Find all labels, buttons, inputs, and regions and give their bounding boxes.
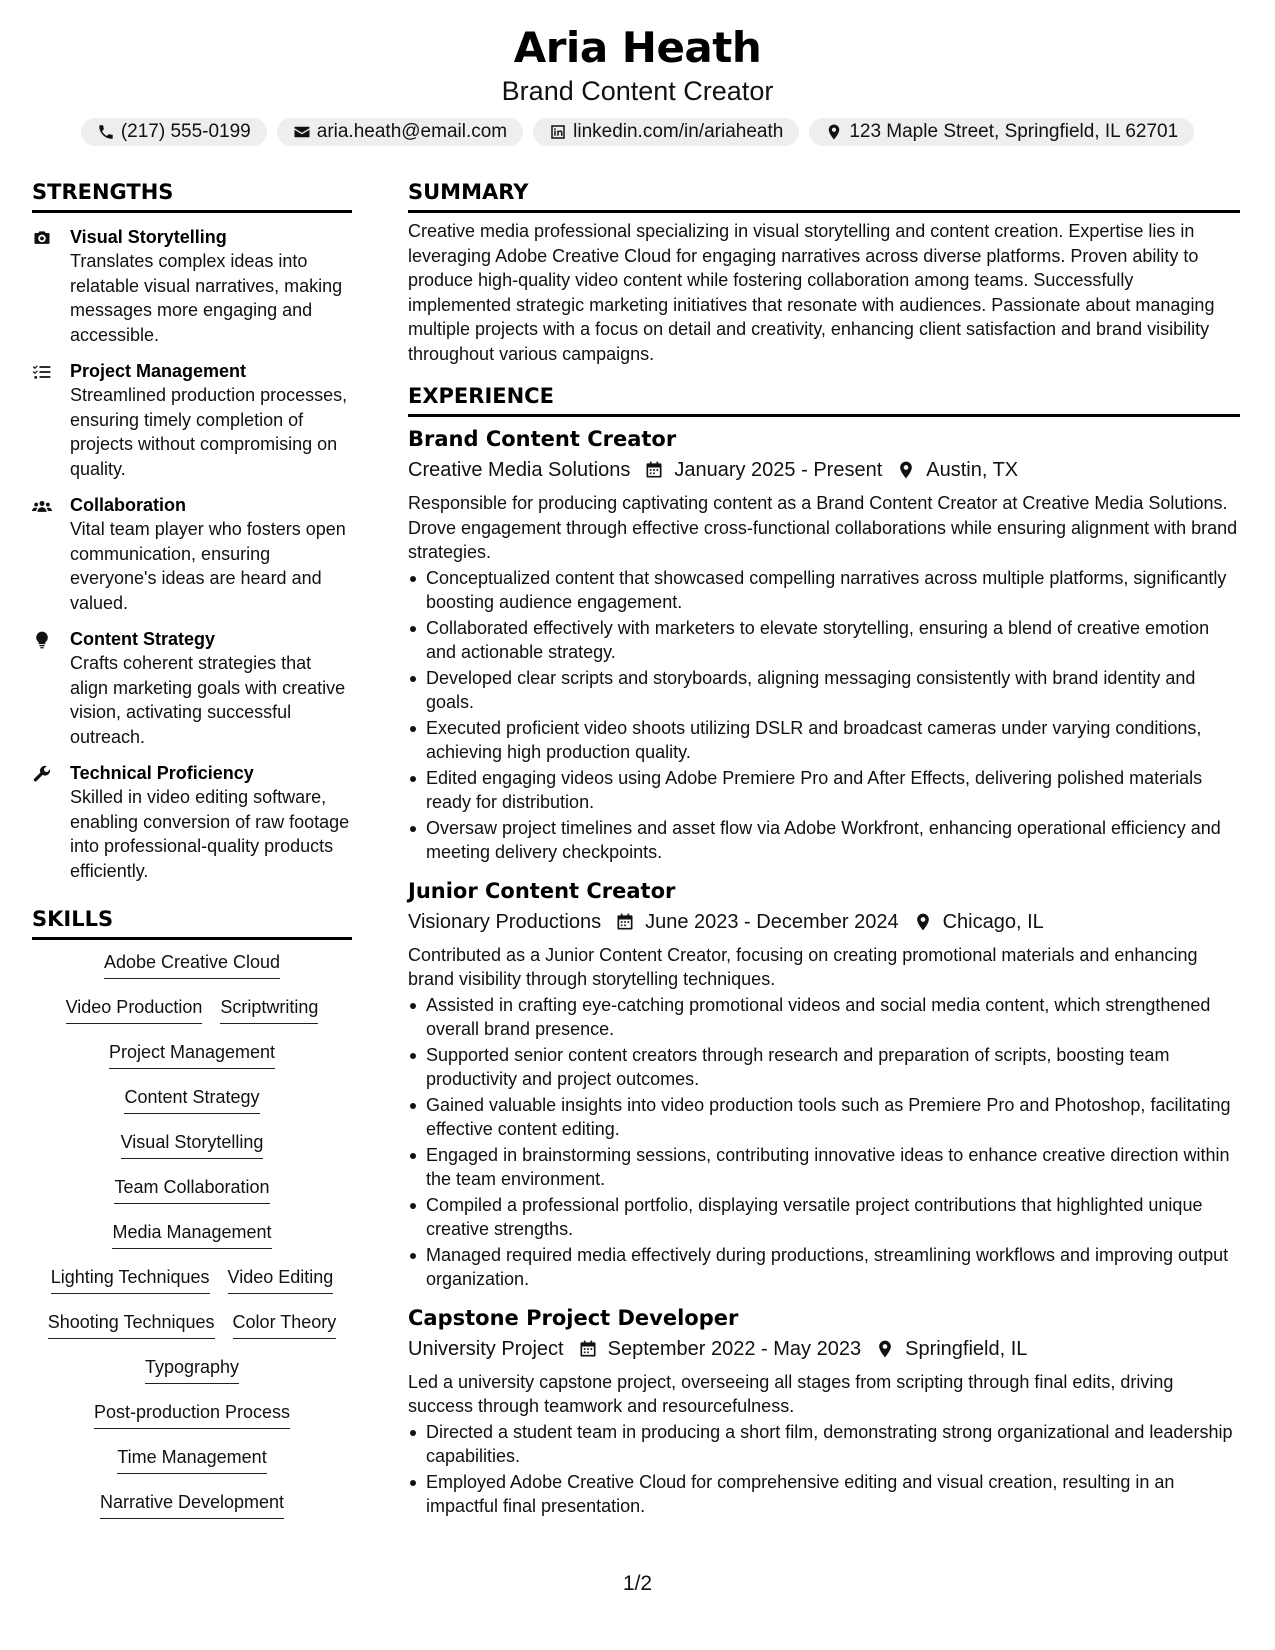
strength-desc: Crafts coherent strategies that align marketing goals with creative vision, activating successful outreach. (70, 653, 346, 747)
skill-tag: Team Collaboration (114, 1175, 269, 1204)
skill-tag: Post-production Process (94, 1400, 290, 1429)
skills-heading: SKILLS (32, 905, 352, 940)
strength-desc: Vital team player who fosters open communication, ensuring everyone's ideas are heard and valued. (70, 519, 346, 613)
contact-email[interactable] (277, 118, 523, 146)
strength-item (32, 225, 352, 347)
experience-section (408, 382, 1240, 1519)
wrench-icon (32, 764, 52, 784)
calendar-icon (615, 912, 635, 932)
job-title: Capstone Project Developer (408, 1305, 739, 1330)
job-bullets (408, 1420, 1240, 1519)
strength-desc: Translates complex ideas into relatable visual narratives, making messages more engaging and accessible. (70, 251, 343, 345)
calendar-icon (644, 460, 664, 480)
job-location: Springfield, IL (905, 1337, 1028, 1360)
job-entry (408, 877, 1240, 1292)
strength-name: Project Management (70, 361, 247, 381)
job-bullet: Managed required media effectively during productions, streamlining workflows and improving output organization. (408, 1243, 1240, 1292)
job-bullet: Conceptualized content that showcased compelling narratives across multiple platforms, significantly boosting audience engagement. (408, 566, 1240, 615)
skill-tag: Project Management (109, 1040, 275, 1069)
lightbulb-icon (32, 630, 52, 650)
job-bullet: Developed clear scripts and storyboards, aligning messaging consistently with brand identity and goals. (408, 666, 1240, 715)
strength-item (32, 761, 352, 883)
location-icon (825, 123, 843, 141)
job-bullet: Assisted in crafting eye-catching promotional videos and social media content, which strengthened overall brand presence. (408, 993, 1240, 1042)
job-bullets (408, 993, 1240, 1292)
job-bullet: Collaborated effectively with marketers to elevate storytelling, ensuring a blend of creative emotion and actionable strategy. (408, 616, 1240, 665)
email-icon (293, 123, 311, 141)
job-entry (408, 1304, 1240, 1519)
strength-desc: Skilled in video editing software, enabling conversion of raw footage into professional-quality products efficiently. (70, 787, 350, 881)
job-bullet: Edited engaging videos using Adobe Premiere Pro and After Effects, delivering polished materials ready for distribution. (408, 766, 1240, 815)
contact-linkedin[interactable] (533, 118, 799, 146)
job-bullet: Directed a student team in producing a short film, demonstrating strong organizational and leadership capabilities. (408, 1420, 1240, 1469)
skill-tag: Color Theory (233, 1310, 337, 1339)
strength-name: Collaboration (70, 495, 186, 515)
strength-name: Technical Proficiency (70, 763, 254, 783)
skill-tag: Typography (145, 1355, 239, 1384)
summary-text: Creative media professional specializing in visual storytelling and content creation. Expertise lies in leveraging Adobe Creative Cloud for engaging narratives across diverse platforms. Proven ability to produce high-quality video content while fostering collaboration among teams. Successfully implemented strategic marketing initiatives that resonate with audiences. Passionate about managing multiple projects with a focus on detail and creativity, enhancing client satisfaction and brand visibility throughout various campaigns. (408, 221, 1215, 364)
job-title: Junior Content Creator (408, 878, 676, 903)
strength-item (32, 627, 352, 749)
job-meta (408, 1334, 1240, 1364)
summary-heading: SUMMARY (408, 178, 1240, 213)
camera-icon (32, 228, 52, 248)
strength-name: Content Strategy (70, 629, 216, 649)
users-icon (32, 496, 52, 516)
job-description: Responsible for producing captivating content as a Brand Content Creator at Creative Media Solutions. Drove engagement through effective cross-functional collaborations while ensuring alignment with brand strategies. (408, 493, 1238, 562)
contact-address (809, 118, 1194, 146)
job-title: Brand Content Creator (408, 427, 677, 451)
job-dates: June 2023 - December 2024 (645, 910, 899, 933)
candidate-name: Aria Heath (513, 23, 762, 72)
job-location: Austin, TX (926, 459, 1019, 481)
page-number: 1/2 (622, 1572, 653, 1595)
skills-list (32, 950, 352, 1535)
job-entry (408, 425, 1240, 865)
left-column (32, 178, 352, 1535)
skill-tag: Video Editing (228, 1265, 334, 1294)
job-description: Contributed as a Junior Content Creator, focusing on creating promotional materials and enhancing brand visibility through storytelling techniques. (408, 944, 1198, 989)
job-bullets (408, 566, 1240, 865)
job-meta (408, 907, 1240, 937)
job-meta (408, 455, 1240, 485)
job-company: Creative Media Solutions (408, 459, 631, 481)
calendar-icon (578, 1339, 598, 1359)
phone-icon (97, 123, 115, 141)
job-bullet: Engaged in brainstorming sessions, contributing innovative ideas to enhance creative direction within the team environment. (408, 1143, 1240, 1192)
job-bullet: Executed proficient video shoots utilizing DSLR and broadcast cameras under varying conditions, achieving high production quality. (408, 716, 1240, 765)
skills-section (32, 905, 352, 1535)
skill-tag: Narrative Development (100, 1490, 284, 1519)
skill-tag: Time Management (117, 1445, 266, 1474)
strength-item (32, 359, 352, 481)
skill-tag: Shooting Techniques (48, 1310, 215, 1339)
skill-tag: Lighting Techniques (51, 1265, 210, 1294)
task-list-icon (32, 362, 52, 382)
job-company: University Project (408, 1337, 564, 1360)
job-description: Led a university capstone project, overseeing all stages from scripting through final edits, driving success through teamwork and resourcefulness. (408, 1371, 1174, 1416)
resume-header (0, 22, 1275, 146)
skill-tag: Content Strategy (124, 1085, 259, 1114)
job-bullet: Compiled a professional portfolio, displaying versatile project contributions that highlighted unique creative strengths. (408, 1193, 1240, 1242)
location-icon (875, 1339, 895, 1359)
skill-tag: Video Production (66, 995, 203, 1024)
experience-heading: EXPERIENCE (408, 382, 1240, 417)
linkedin-icon (549, 123, 567, 141)
skill-tag: Scriptwriting (220, 995, 318, 1024)
candidate-title: Brand Content Creator (501, 76, 774, 106)
strength-desc: Streamlined production processes, ensuring timely completion of projects without compromising on quality. (70, 385, 348, 479)
strengths-heading: STRENGTHS (32, 178, 352, 213)
contact-linkedin-text: linkedin.com/in/ariaheath (573, 121, 784, 142)
strength-item (32, 493, 352, 615)
contact-phone-text: (217) 555-0199 (120, 121, 251, 142)
strengths-section (32, 178, 352, 883)
job-dates: January 2025 - Present (674, 459, 883, 481)
contact-email-text: aria.heath@email.com (316, 121, 508, 142)
job-company: Visionary Productions (408, 910, 602, 933)
job-location: Chicago, IL (942, 910, 1044, 933)
skill-tag: Visual Storytelling (121, 1130, 264, 1159)
summary-section (408, 178, 1240, 366)
contact-phone[interactable] (81, 118, 267, 146)
job-dates: September 2022 - May 2023 (607, 1337, 862, 1360)
skill-tag: Adobe Creative Cloud (104, 950, 280, 979)
right-column (408, 178, 1240, 1520)
job-bullet: Employed Adobe Creative Cloud for comprehensive editing and visual creation, resulting in an impactful final presentation. (408, 1470, 1240, 1519)
job-bullet: Supported senior content creators through research and preparation of scripts, boosting team productivity and project outcomes. (408, 1043, 1240, 1092)
strength-name: Visual Storytelling (70, 227, 227, 247)
job-bullet: Gained valuable insights into video production tools such as Premiere Pro and Photoshop, facilitating effective content editing. (408, 1093, 1240, 1142)
contact-bar (0, 118, 1275, 146)
skill-tag: Media Management (112, 1220, 271, 1249)
location-icon (913, 912, 933, 932)
location-icon (896, 460, 916, 480)
job-bullet: Oversaw project timelines and asset flow via Adobe Workfront, enhancing operational efficiency and meeting delivery checkpoints. (408, 816, 1240, 865)
contact-address-text: 123 Maple Street, Springfield, IL 62701 (849, 121, 1179, 142)
